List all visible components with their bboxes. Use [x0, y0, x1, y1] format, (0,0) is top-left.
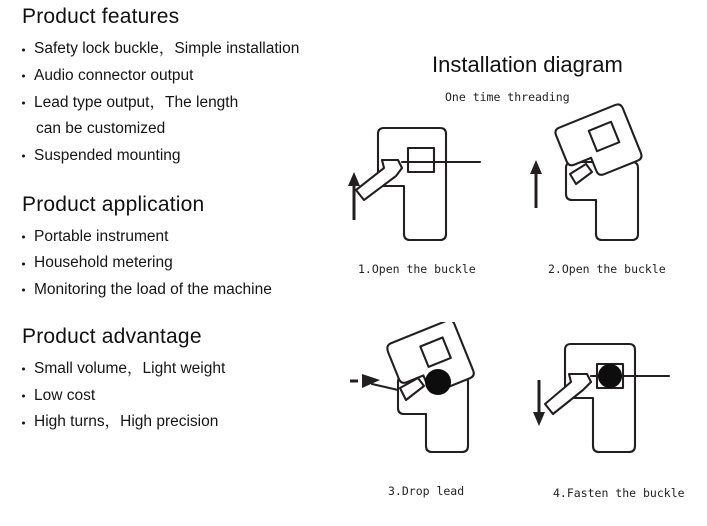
- section-title-product-advantage: Product advantage: [22, 324, 202, 348]
- list-item-label: Suspended mounting: [34, 146, 181, 164]
- figure-step-1: [340, 110, 500, 276]
- list-item-label: Lead type output，The length: [34, 93, 239, 111]
- ct-clamp-open-buckle-illustration: [340, 110, 500, 260]
- installation-diagram-column: [330, 0, 707, 526]
- section-title-product-features: Product features: [22, 5, 180, 28]
- list-item-label: Household metering: [34, 254, 173, 272]
- list-item-label: Audio connector output: [34, 66, 194, 84]
- list-item-label: Safety lock buckle，Simple installation: [34, 40, 300, 58]
- section-title-product-application: Product application: [22, 192, 205, 216]
- diagram-title: Installation diagram: [432, 52, 623, 77]
- list-item-label: High turns，High precision: [34, 413, 219, 431]
- lead-wire-dot-icon: [425, 369, 451, 395]
- diagram-subtitle: One time threading: [445, 90, 570, 104]
- list-item-label: can be customized: [36, 120, 166, 138]
- arrow-head-icon: [348, 172, 360, 186]
- figure-caption-1: 1.Open the buckle: [358, 262, 476, 276]
- bullet-dot-icon: [22, 368, 25, 371]
- ct-clamp-fasten-buckle-illustration: [525, 330, 695, 475]
- bullet-dot-icon: [22, 101, 25, 104]
- arrow-head-icon: [533, 412, 545, 426]
- bullet-dot-icon: [22, 421, 25, 424]
- bullet-dot-icon: [22, 289, 25, 292]
- list-item-label: Portable instrument: [34, 227, 169, 245]
- figure-caption-4: 4.Fasten the buckle: [553, 486, 685, 500]
- bullet-dot-icon: [22, 155, 25, 158]
- list-item-label: Small volume，Light weight: [34, 360, 226, 377]
- figure-step-4: [525, 330, 695, 500]
- ct-clamp-drop-lead-illustration: [348, 322, 518, 472]
- figure-caption-3: 3.Drop lead: [388, 484, 465, 498]
- arrow-head-icon: [530, 160, 542, 174]
- list-item-label: Monitoring the load of the machine: [34, 281, 272, 299]
- list-item-label: Low cost: [34, 386, 96, 404]
- bullet-dot-icon: [22, 236, 25, 239]
- bullet-dot-icon: [22, 48, 25, 51]
- bullet-dot-icon: [22, 75, 25, 78]
- lead-wire-dot-icon: [598, 364, 622, 388]
- ct-clamp-open-buckle-tilted-illustration: [520, 100, 685, 260]
- bullet-dot-icon: [22, 262, 25, 265]
- figure-caption-2: 2.Open the buckle: [548, 262, 666, 276]
- bullet-dot-icon: [22, 394, 25, 397]
- figure-step-3: [348, 322, 518, 498]
- figure-step-2: [520, 100, 685, 276]
